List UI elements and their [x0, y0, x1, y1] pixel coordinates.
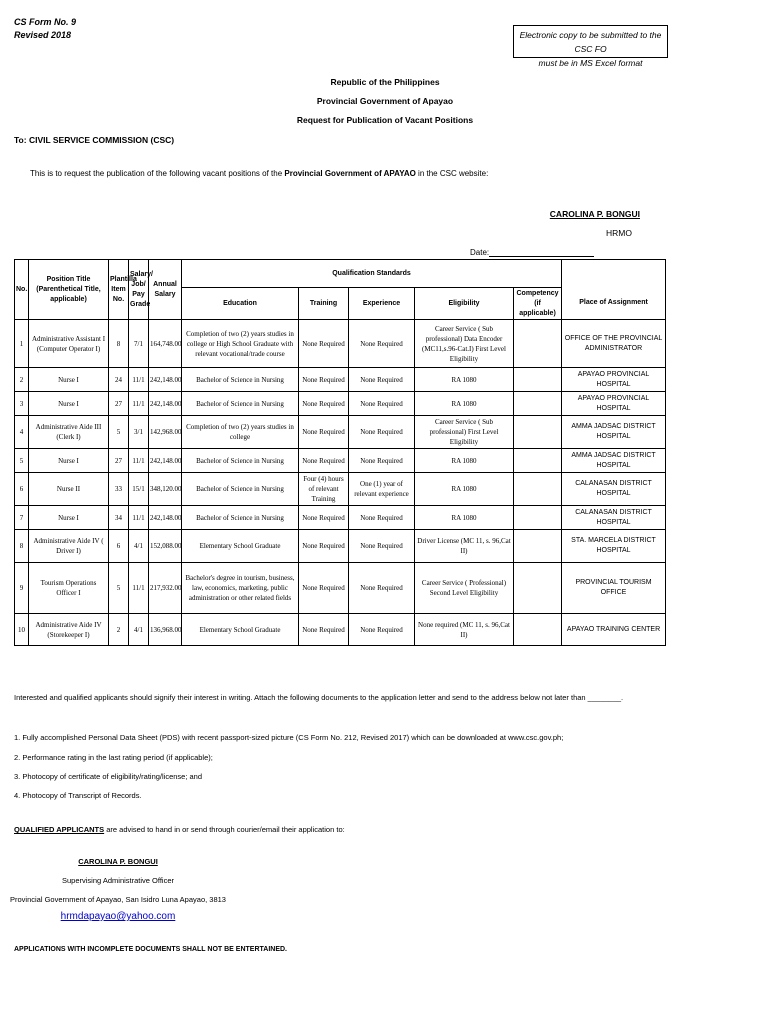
plantilla-item-no: 5 [109, 416, 129, 449]
eligibility-requirement: Career Service ( Professional) Second Level Eligibility [415, 563, 514, 614]
table-row [15, 506, 666, 530]
plantilla-item-no: 6 [109, 530, 129, 563]
header-request-title: Request for Publication of Vacant Positions [296, 115, 474, 125]
header-education: Education [182, 288, 299, 320]
signatory-name: CAROLINA P. BONGUI [549, 209, 640, 219]
annual-salary: 164,748.00 [149, 320, 182, 368]
competency-requirement [514, 320, 562, 368]
annual-salary: 152,088.00 [149, 530, 182, 563]
table-row [15, 614, 666, 646]
education-requirement: Completion of two (2) years studies in college [182, 416, 299, 449]
intro-agency: Provincial Government of APAYAO [284, 169, 416, 178]
header-competency: Competency (if applicable) [514, 288, 562, 320]
footer-qualified-applicants [14, 825, 345, 834]
header-place-spacer [562, 260, 666, 288]
form-number-line1: CS Form No. 9 [14, 17, 77, 27]
eligibility-requirement: Driver License (MC 11, s. 96,Cat II) [415, 530, 514, 563]
header-place-of-assignment: Place of Assignment [562, 288, 666, 320]
eligibility-requirement: None required (MC 11, s. 96,Cat II) [415, 614, 514, 646]
education-requirement: Bachelor of Science in Nursing [182, 473, 299, 506]
education-requirement: Bachelor of Science in Nursing [182, 368, 299, 392]
position-title: Administrative Aide IV ( Driver I) [29, 530, 109, 563]
row-number: 10 [15, 614, 29, 646]
training-requirement: None Required [299, 392, 349, 416]
place-of-assignment: CALANASAN DISTRICT HOSPITAL [562, 473, 666, 506]
competency-requirement [514, 563, 562, 614]
header-republic: Republic of the Philippines [330, 77, 440, 87]
row-number: 2 [15, 368, 29, 392]
competency-requirement [514, 614, 562, 646]
position-title: Administrative Aide III (Clerk I) [29, 416, 109, 449]
eligibility-requirement: RA 1080 [415, 506, 514, 530]
experience-requirement: One (1) year of relevant experience [349, 473, 415, 506]
position-title: Administrative Assistant I (Computer Operator I) [29, 320, 109, 368]
contact-name: CAROLINA P. BONGUI [78, 857, 158, 866]
experience-requirement: None Required [349, 506, 415, 530]
notice-line1: Electronic copy to be submitted to the CSC FO [519, 30, 662, 54]
eligibility-requirement: RA 1080 [415, 473, 514, 506]
qualified-bold: QUALIFIED APPLICANTS [14, 825, 105, 834]
competency-requirement [514, 473, 562, 506]
plantilla-item-no: 2 [109, 614, 129, 646]
education-requirement: Bachelor's degree in tourism, business, law, economics, marketing, public administration or other related fields [182, 563, 299, 614]
table-row [15, 416, 666, 449]
position-title: Nurse I [29, 392, 109, 416]
table-row [15, 449, 666, 473]
place-of-assignment: OFFICE OF THE PROVINCIAL ADMINISTRATOR [562, 320, 666, 368]
table-row [15, 473, 666, 506]
salary-grade: 11/1 [129, 506, 149, 530]
table-row [15, 320, 666, 368]
plantilla-item-no: 8 [109, 320, 129, 368]
training-requirement: None Required [299, 563, 349, 614]
header-title-line1: Position Title [46, 275, 91, 283]
experience-requirement: None Required [349, 614, 415, 646]
competency-requirement [514, 449, 562, 473]
place-of-assignment: PROVINCIAL TOURISM OFFICE [562, 563, 666, 614]
intro-text [30, 169, 488, 178]
contact-address: Provincial Government of Apayao, San Isidro Luna Apayao, 3813 [10, 895, 226, 904]
plantilla-item-no: 33 [109, 473, 129, 506]
contact-position: Supervising Administrative Officer [62, 876, 174, 885]
salary-grade: 4/1 [129, 614, 149, 646]
row-number: 6 [15, 473, 29, 506]
date-label: Date: [470, 248, 490, 257]
header-plantilla: Plantilla Item No. [109, 260, 129, 320]
training-requirement: None Required [299, 320, 349, 368]
experience-requirement: None Required [349, 530, 415, 563]
position-title: Administrative Aide IV (Storekeeper I) [29, 614, 109, 646]
annual-salary: 242,148.00 [149, 368, 182, 392]
salary-grade: 11/1 [129, 392, 149, 416]
plantilla-item-no: 34 [109, 506, 129, 530]
position-title: Tourism Operations Officer I [29, 563, 109, 614]
position-title: Nurse I [29, 368, 109, 392]
annual-salary: 242,148.00 [149, 506, 182, 530]
header-position-title [29, 260, 109, 320]
date-blank-line [489, 247, 594, 257]
header-annual-salary: Annual Salary [149, 260, 182, 320]
eligibility-requirement: Career Service ( Sub professional) Data Encoder (MC11,s.96-Cat.I) First Level Eligibility [415, 320, 514, 368]
salary-grade: 4/1 [129, 530, 149, 563]
row-number: 3 [15, 392, 29, 416]
education-requirement: Completion of two (2) years studies in college or High School Graduate with relevant vocational/trade course [182, 320, 299, 368]
salary-grade: 11/1 [129, 563, 149, 614]
plantilla-item-no: 5 [109, 563, 129, 614]
education-requirement: Bachelor of Science in Nursing [182, 449, 299, 473]
experience-requirement: None Required [349, 320, 415, 368]
place-of-assignment: AMMA JADSAC DISTRICT HOSPITAL [562, 416, 666, 449]
training-requirement: None Required [299, 449, 349, 473]
experience-requirement: None Required [349, 392, 415, 416]
position-title: Nurse I [29, 449, 109, 473]
header-training: Training [299, 288, 349, 320]
place-of-assignment: APAYAO PROVINCIAL HOSPITAL [562, 368, 666, 392]
notice-line2: must be in MS Excel format [538, 58, 643, 68]
header-no: No. [15, 260, 29, 320]
signatory-position: HRMO [606, 228, 632, 238]
row-number: 7 [15, 506, 29, 530]
annual-salary: 217,932.00 [149, 563, 182, 614]
row-number: 1 [15, 320, 29, 368]
experience-requirement: None Required [349, 563, 415, 614]
date-field [470, 247, 594, 257]
qualified-rest: are advised to hand in or send through courier/email their application to: [104, 825, 345, 834]
training-requirement: Four (4) hours of relevant Training [299, 473, 349, 506]
training-requirement: None Required [299, 530, 349, 563]
competency-requirement [514, 368, 562, 392]
experience-requirement: None Required [349, 416, 415, 449]
place-of-assignment: APAYAO TRAINING CENTER [562, 614, 666, 646]
experience-requirement: None Required [349, 449, 415, 473]
competency-requirement [514, 392, 562, 416]
intro-after: in the CSC website: [415, 169, 489, 178]
competency-requirement [514, 416, 562, 449]
competency-requirement [514, 530, 562, 563]
salary-grade: 11/1 [129, 449, 149, 473]
row-number: 8 [15, 530, 29, 563]
training-requirement: None Required [299, 506, 349, 530]
electronic-copy-notice [513, 25, 668, 68]
experience-requirement: None Required [349, 368, 415, 392]
row-number: 9 [15, 563, 29, 614]
header-experience: Experience [349, 288, 415, 320]
salary-grade: 7/1 [129, 320, 149, 368]
intro-before: This is to request the publication of the following vacant positions of the [30, 169, 285, 178]
header-eligibility: Eligibility [415, 288, 514, 320]
annual-salary: 242,148.00 [149, 449, 182, 473]
row-number: 5 [15, 449, 29, 473]
eligibility-requirement: RA 1080 [415, 449, 514, 473]
education-requirement: Bachelor of Science in Nursing [182, 392, 299, 416]
row-number: 4 [15, 416, 29, 449]
table-row [15, 368, 666, 392]
eligibility-requirement: RA 1080 [415, 392, 514, 416]
salary-grade: 11/1 [129, 368, 149, 392]
table-row [15, 392, 666, 416]
position-title: Nurse II [29, 473, 109, 506]
header-salary-grade: Salary/ Job/ Pay Grade [129, 260, 149, 320]
header-qualification-standards: Qualification Standards [182, 260, 562, 288]
header-government: Provincial Government of Apayao [316, 96, 454, 106]
education-requirement: Bachelor of Science in Nursing [182, 506, 299, 530]
training-requirement: None Required [299, 416, 349, 449]
annual-salary: 136,968.00 [149, 614, 182, 646]
table-row [15, 530, 666, 563]
addressee: To: CIVIL SERVICE COMMISSION (CSC) [14, 135, 175, 145]
eligibility-requirement: RA 1080 [415, 368, 514, 392]
footer-instruction: Interested and qualified applicants should signify their interest in writing. Attach the following documents to the application letter and send to the address below not later than ________. [14, 693, 624, 702]
eligibility-requirement: Career Service ( Sub professional) First Level Eligibility [415, 416, 514, 449]
annual-salary: 348,120.00 [149, 473, 182, 506]
place-of-assignment: AMMA JADSAC DISTRICT HOSPITAL [562, 449, 666, 473]
form-number [14, 16, 76, 42]
competency-requirement [514, 506, 562, 530]
salary-grade: 3/1 [129, 416, 149, 449]
place-of-assignment: STA. MARCELA DISTRICT HOSPITAL [562, 530, 666, 563]
vacant-positions-table [14, 259, 666, 646]
footer-doc-2: 2. Performance rating in the last rating period (if applicable); [14, 753, 213, 762]
training-requirement: None Required [299, 368, 349, 392]
footer-warning: APPLICATIONS WITH INCOMPLETE DOCUMENTS SHALL NOT BE ENTERTAINED. [14, 946, 287, 953]
plantilla-item-no: 24 [109, 368, 129, 392]
annual-salary: 142,968.00 [149, 416, 182, 449]
place-of-assignment: CALANASAN DISTRICT HOSPITAL [562, 506, 666, 530]
contact-email-link[interactable]: hrmdapayao@yahoo.com [60, 911, 176, 922]
table-row [15, 563, 666, 614]
footer-doc-3: 3. Photocopy of certificate of eligibility/rating/license; and [14, 772, 203, 781]
training-requirement: None Required [299, 614, 349, 646]
plantilla-item-no: 27 [109, 392, 129, 416]
salary-grade: 15/1 [129, 473, 149, 506]
footer-doc-4: 4. Photocopy of Transcript of Records. [14, 791, 142, 800]
plantilla-item-no: 27 [109, 449, 129, 473]
header-title-line2: (Parenthetical Title, applicable) [36, 285, 101, 303]
annual-salary: 242,148.00 [149, 392, 182, 416]
education-requirement: Elementary School Graduate [182, 614, 299, 646]
place-of-assignment: APAYAO PROVINCIAL HOSPITAL [562, 392, 666, 416]
position-title: Nurse I [29, 506, 109, 530]
footer-doc-1: 1. Fully accomplished Personal Data Sheet (PDS) with recent passport-sized picture (CS Form No. 212, Revised 2017) which can be downloaded at www.csc.gov.ph; [14, 733, 564, 742]
education-requirement: Elementary School Graduate [182, 530, 299, 563]
form-revision-line: Revised 2018 [14, 30, 72, 40]
